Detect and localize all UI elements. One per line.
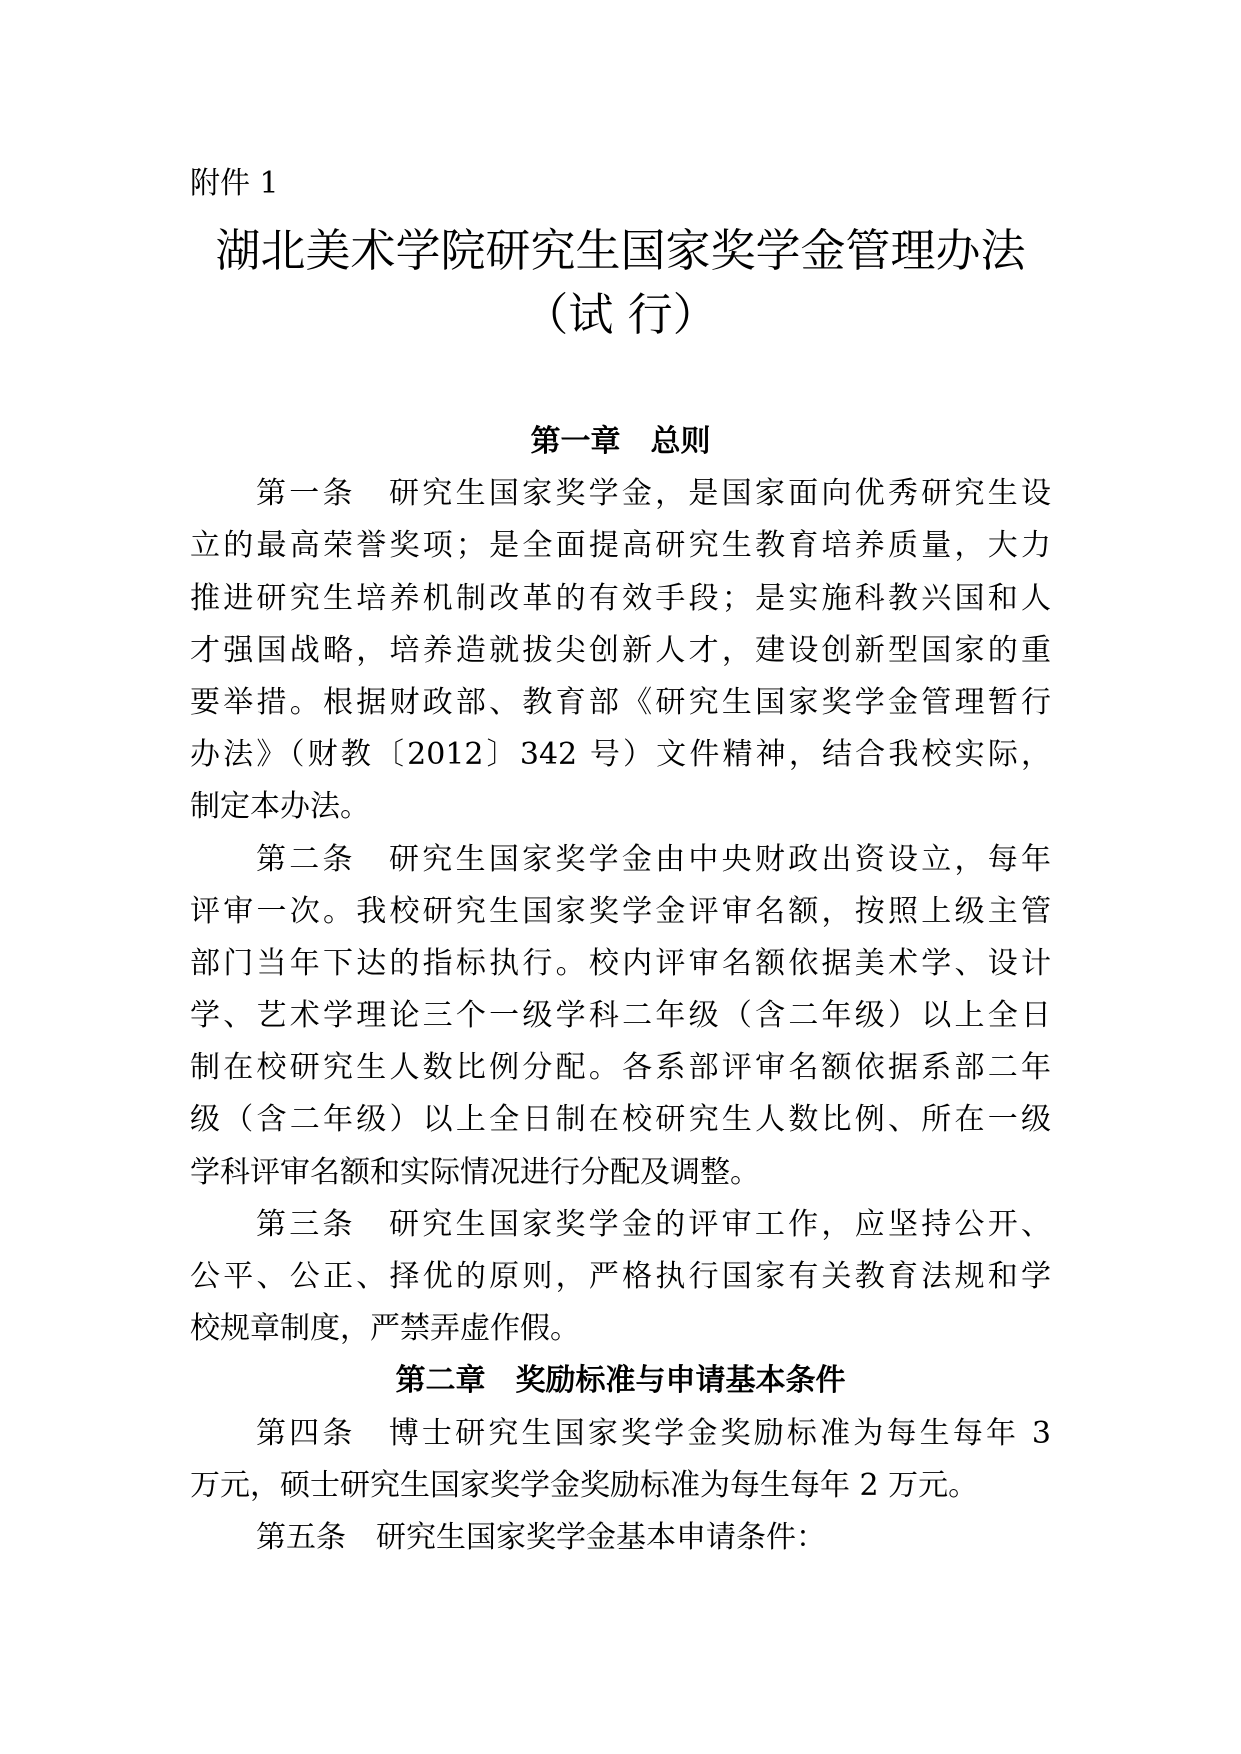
paragraph-line: 第三条 研究生国家奖学金的评审工作，应坚持公开、 — [256, 1206, 1051, 1242]
paragraph-line: 公平、公正、择优的原则，严格执行国家有关教育法规和学 — [190, 1259, 1051, 1294]
paragraph-line: 学、艺术学理论三个一级学科二年级（含二年级）以上全日 — [190, 998, 1051, 1034]
paragraph-line: 推进研究生培养机制改革的有效手段；是实施科教兴国和人 — [190, 580, 1051, 616]
chapter-heading-2 — [190, 1355, 1051, 1407]
paragraph-line: 办法》（财教〔2012〕342 号）文件精神，结合我校实际， — [190, 737, 1051, 773]
paragraph-line: 制在校研究生人数比例分配。各系部评审名额依据系部二年 — [190, 1050, 1051, 1086]
paragraph-line: 第二条 研究生国家奖学金由中央财政出资设立，每年 — [256, 841, 1051, 877]
paragraph-line: 学科评审名额和实际情况进行分配及调整。 — [190, 1154, 760, 1190]
chapter-heading-text: 第一章 总则 — [530, 424, 711, 459]
document-body — [190, 416, 1051, 1564]
document-title: 湖北美术学院研究生国家奖学金管理办法 — [215, 224, 1026, 277]
article-3 — [190, 1199, 1051, 1356]
article-2 — [190, 834, 1051, 1199]
paragraph-line: 第一条 研究生国家奖学金，是国家面向优秀研究生设 — [256, 476, 1051, 512]
article-5 — [190, 1512, 1051, 1564]
paragraph-line: 第四条 博士研究生国家奖学金奖励标准为每生每年 3 — [256, 1415, 1051, 1451]
paragraph-line: 才强国战略，培养造就拔尖创新人才，建设创新型国家的重 — [190, 632, 1051, 668]
article-1 — [190, 468, 1051, 833]
paragraph-line: 部门当年下达的指标执行。校内评审名额依据美术学、设计 — [190, 945, 1051, 981]
document-subtitle: （试 行） — [523, 288, 718, 341]
paragraph-line: 要举措。根据财政部、教育部《研究生国家奖学金管理暂行 — [190, 684, 1051, 720]
paragraph-line: 第五条 研究生国家奖学金基本申请条件： — [256, 1519, 826, 1555]
paragraph-line: 制定本办法。 — [190, 789, 370, 825]
chapter-heading-1 — [190, 416, 1051, 468]
article-4 — [190, 1408, 1051, 1512]
chapter-heading-text: 第二章 奖励标准与申请基本条件 — [395, 1363, 846, 1399]
paragraph-line: 校规章制度，严禁弄虚作假。 — [190, 1311, 580, 1347]
paragraph-line: 级（含二年级）以上全日制在校研究生人数比例、所在一级 — [190, 1102, 1051, 1138]
paragraph-line: 万元，硕士研究生国家奖学金奖励标准为每生每年 2 万元。 — [190, 1467, 979, 1503]
paragraph-line: 立的最高荣誉奖项；是全面提高研究生教育培养质量，大力 — [190, 528, 1051, 564]
paragraph-line: 评审一次。我校研究生国家奖学金评审名额，按照上级主管 — [190, 893, 1051, 929]
attachment-label: 附件 1 — [190, 166, 279, 201]
